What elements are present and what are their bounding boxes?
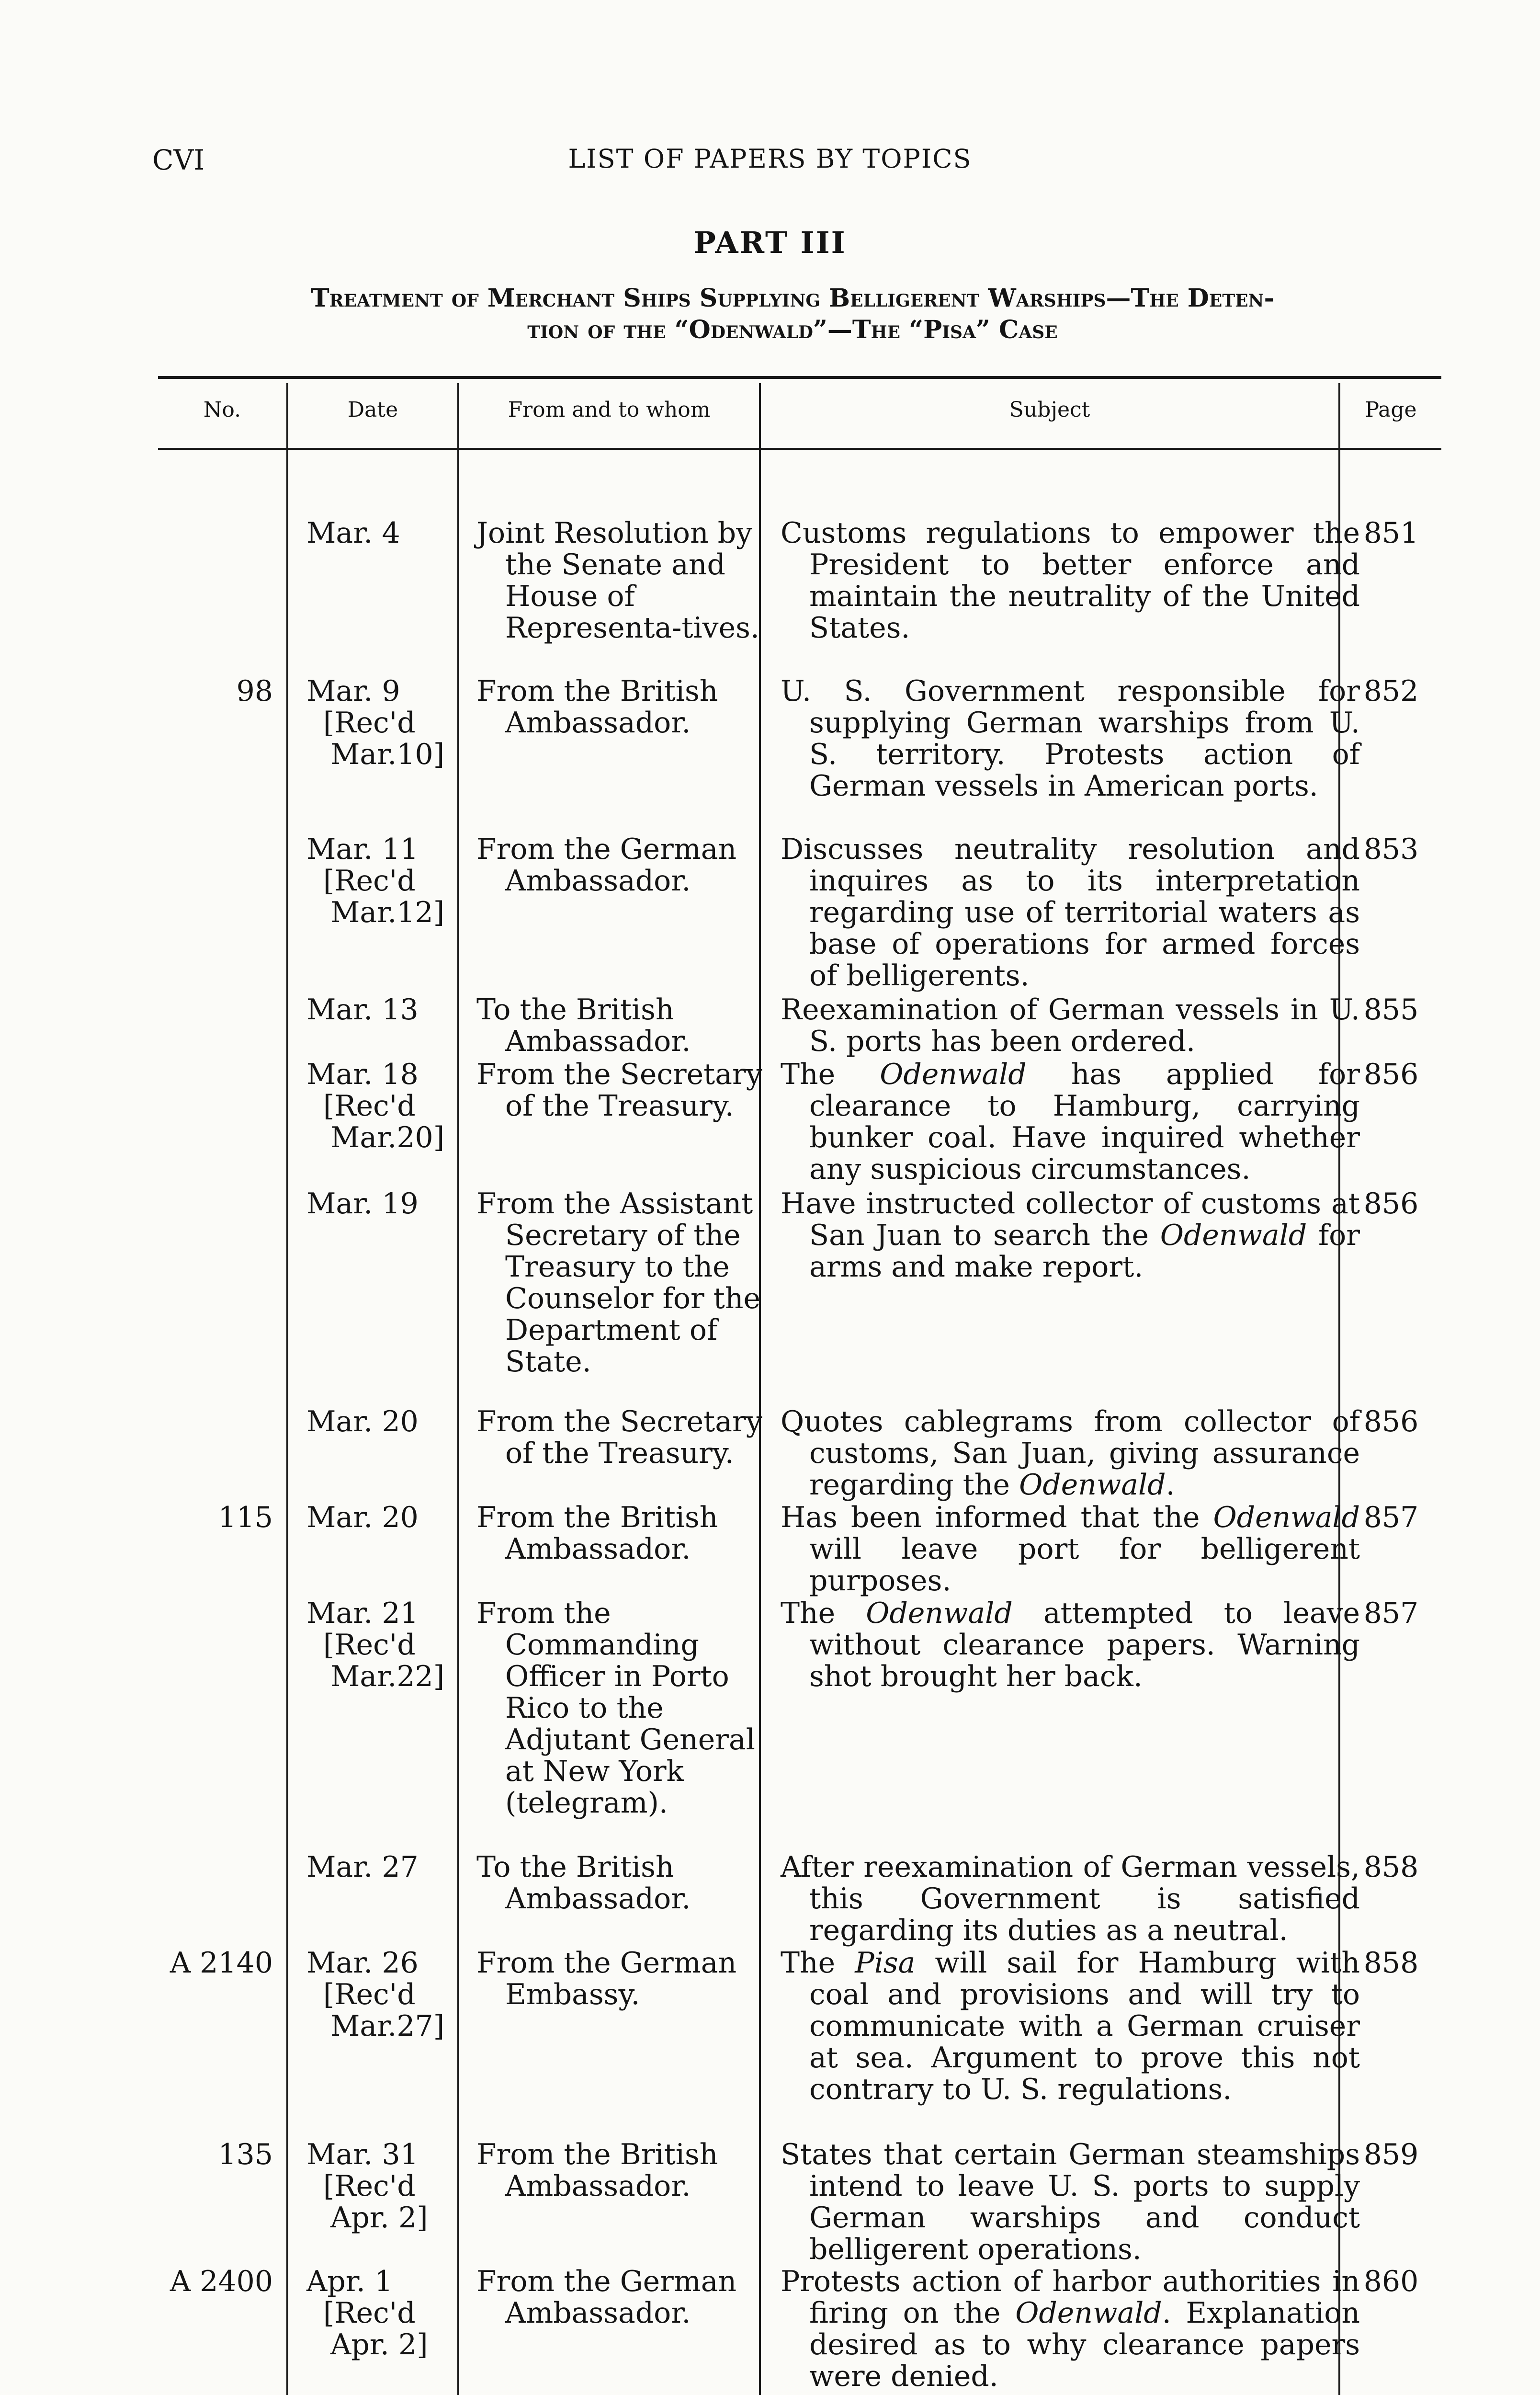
row-date [306,1851,460,1883]
row-subject: The Odenwald has applied for clearance to Hamburg, carrying bunker coal. Have inquired whether any suspicious circumstances. [781,1058,1360,1186]
row-date [306,1406,460,1437]
date-sent: Mar. 26 [306,1946,419,1980]
running-title: LIST OF PAPERS BY TOPICS [568,144,972,174]
row-page: 855 [1363,993,1419,1026]
date-sent: Mar. 31 [306,2138,419,2171]
row-date [306,2139,460,2234]
subtitle-line-1: Treatment of Merchant Ships Supplying Belligerent Warships—The Deten- [310,284,1275,313]
row-date [306,675,460,770]
column-divider [286,383,288,2395]
page-folio: CVI [152,144,205,176]
row-page: 857 [1363,1597,1419,1630]
row-subject: After reexamination of German vessels, this Government is satisfied regarding its duties as a neutral. [781,1850,1360,1947]
row-date [306,1188,460,1220]
row-page: 853 [1363,833,1419,866]
date-received: [Rec'd [323,1628,416,1662]
row-subject: Quotes cablegrams from collector of customs, San Juan, giving assurance regarding the Odenwald. [781,1405,1360,1502]
row-number: A 2400 [170,2265,273,2298]
date-received: [Rec'd [323,2169,416,2203]
date-sent: Mar. 21 [306,1597,419,1630]
row-from-to-whom: From the Secretary of the Treasury. [476,1058,762,1123]
row-page: 857 [1363,1501,1419,1534]
row-from-to-whom: To the British Ambassador. [476,993,691,1058]
part-heading: PART III [693,225,847,260]
row-subject: Customs regulations to empower the President to better enforce and maintain the neutrality of the United States. [781,516,1360,645]
date-received: Apr. 2] [330,2201,428,2235]
row-date [306,1502,460,1533]
row-page: 856 [1363,1405,1419,1438]
row-page: 852 [1363,674,1419,708]
column-header-subject: Subject [1009,398,1090,422]
row-page: 860 [1363,2265,1419,2298]
row-page: 858 [1363,1946,1419,1980]
table-header-rule [158,448,1441,450]
row-subject: Protests action of harbor authorities in firing on the Odenwald. Explanation desired as to why clearance papers were denied. [781,2265,1360,2393]
column-header-from: From and to whom [508,398,711,422]
row-from-to-whom: Joint Resolution by the Senate and House of Representa-tives. [476,516,759,645]
row-subject: Reexamination of German vessels in U. S. ports has been ordered. [781,993,1360,1058]
row-from-to-whom: From the German Ambassador. [476,2265,737,2330]
row-number: 98 [236,674,273,708]
column-header-page: Page [1365,398,1417,422]
date-received: Mar.22] [330,1660,445,1693]
date-sent: Mar. 19 [306,1187,419,1220]
date-sent: Mar. 9 [306,674,400,708]
row-subject: U. S. Government responsible for supplying German warships from U. S. territory. Protests action of German vessels in American ports. [781,674,1360,803]
row-from-to-whom: To the British Ambassador. [476,1850,691,1916]
row-from-to-whom: From the German Embassy. [476,1946,737,2011]
date-received: Mar.27] [330,2009,445,2043]
row-date [306,517,460,549]
date-sent: Mar. 20 [306,1501,419,1534]
row-subject: The Odenwald attempted to leave without clearance papers. Warning shot brought her back. [781,1597,1360,1693]
row-from-to-whom: From the Commanding Officer in Porto Rico to the Adjutant General at New York (telegram). [476,1597,755,1820]
row-page: 859 [1363,2138,1419,2171]
row-subject: Discusses neutrality resolution and inquires as to its interpretation regarding use of territorial waters as base of operations for armed forces of belligerents. [781,833,1360,992]
date-sent: Mar. 18 [306,1058,419,1091]
row-from-to-whom: From the British Ambassador. [476,1501,718,1566]
date-received: Apr. 2] [330,2328,428,2361]
date-sent: Mar. 20 [306,1405,419,1438]
date-received: [Rec'd [323,864,416,898]
row-date [306,1597,460,1692]
row-from-to-whom: From the Secretary of the Treasury. [476,1405,762,1470]
row-page: 856 [1363,1187,1419,1220]
row-subject: Has been informed that the Odenwald will leave port for belligerent purposes. [781,1501,1360,1597]
row-page: 851 [1363,516,1419,550]
date-received: [Rec'd [323,706,416,740]
row-date [306,1059,460,1153]
date-received: Mar.12] [330,896,445,929]
row-subject: States that certain German steamships intend to leave U. S. ports to supply German warships and conduct belligerent operations. [781,2138,1360,2266]
row-subject: Have instructed collector of customs at San Juan to search the Odenwald for arms and make report. [781,1187,1360,1284]
row-page: 858 [1363,1850,1419,1884]
date-sent: Mar. 4 [306,516,400,550]
row-number: 115 [218,1501,273,1534]
row-from-to-whom: From the British Ambassador. [476,2138,718,2203]
row-date [306,994,460,1026]
column-header-no: No. [203,398,241,422]
row-number: A 2140 [170,1946,273,1980]
date-received: [Rec'd [323,2296,416,2330]
column-header-date: Date [347,398,398,422]
row-from-to-whom: From the Assistant Secretary of the Treasury to the Counselor for the Department of State. [476,1187,761,1379]
date-sent: Apr. 1 [306,2265,393,2298]
date-sent: Mar. 27 [306,1850,419,1884]
subtitle-line-2: tion of the “Odenwald”—The “Pisa” Case [527,315,1058,344]
row-number: 135 [218,2138,273,2171]
row-subject: The Pisa will sail for Hamburg with coal and provisions and will try to communicate with a German cruiser at sea. Argument to prove this not contrary to U. S. regulations. [781,1946,1360,2106]
row-date [306,833,460,928]
section-subtitle [158,283,1427,346]
row-from-to-whom: From the British Ambassador. [476,674,718,740]
date-sent: Mar. 13 [306,993,419,1026]
table-top-rule [158,376,1441,379]
date-received: [Rec'd [323,1089,416,1123]
row-from-to-whom: From the German Ambassador. [476,833,737,898]
date-received: [Rec'd [323,1978,416,2011]
date-sent: Mar. 11 [306,833,419,866]
row-date [306,2266,460,2361]
row-date [306,1947,460,2042]
date-received: Mar.10] [330,738,445,771]
date-received: Mar.20] [330,1121,445,1154]
row-page: 856 [1363,1058,1419,1091]
